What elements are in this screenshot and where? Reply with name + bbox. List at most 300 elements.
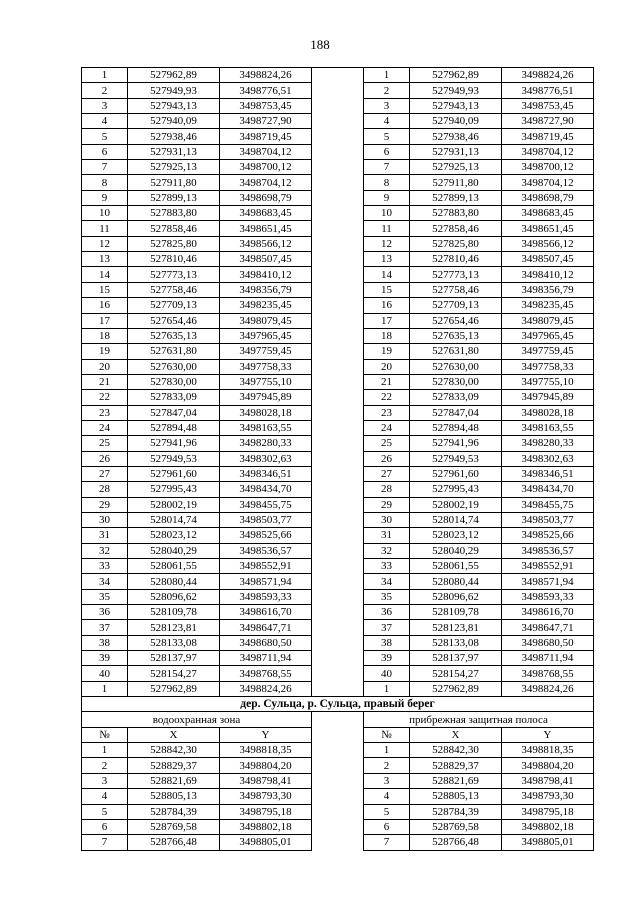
x-coordinate-cell: 527949,53 — [410, 451, 502, 466]
table-row — [82, 252, 594, 267]
x-coordinate-cell: 528821,69 — [128, 773, 220, 788]
table-row — [82, 298, 594, 313]
point-number-cell: 4 — [364, 114, 410, 129]
point-number-cell: 3 — [364, 98, 410, 113]
point-number-cell: 3 — [82, 98, 128, 113]
y-coordinate-cell: 3498793,30 — [502, 789, 594, 804]
y-coordinate-cell: 3498302,63 — [502, 451, 594, 466]
column-gap — [312, 589, 364, 604]
column-gap — [312, 605, 364, 620]
table-row — [82, 543, 594, 558]
x-coordinate-cell: 527899,13 — [128, 190, 220, 205]
table-row — [82, 743, 594, 758]
x-coordinate-cell: 527949,93 — [128, 83, 220, 98]
point-number-cell: 16 — [82, 298, 128, 313]
point-number-cell: 5 — [82, 129, 128, 144]
table-row — [82, 451, 594, 466]
y-coordinate-cell: 3498434,70 — [502, 482, 594, 497]
point-number-cell: 36 — [82, 605, 128, 620]
point-number-cell: 40 — [364, 666, 410, 681]
column-gap — [312, 804, 364, 819]
table-row — [82, 359, 594, 374]
x-coordinate-cell: 528769,58 — [410, 819, 502, 834]
x-coordinate-cell: 527631,80 — [128, 344, 220, 359]
column-gap — [312, 543, 364, 558]
column-gap — [312, 635, 364, 650]
point-number-cell: 7 — [364, 160, 410, 175]
number-header: № — [364, 727, 410, 742]
y-coordinate-cell: 3498079,45 — [220, 313, 312, 328]
point-number-cell: 24 — [82, 420, 128, 435]
column-gap — [312, 298, 364, 313]
table-row — [82, 482, 594, 497]
y-coordinate-cell: 3498753,45 — [220, 98, 312, 113]
point-number-cell: 17 — [82, 313, 128, 328]
point-number-cell: 21 — [364, 374, 410, 389]
column-gap — [312, 267, 364, 282]
point-number-cell: 7 — [82, 160, 128, 175]
x-coordinate-cell: 527758,46 — [410, 282, 502, 297]
point-number-cell: 15 — [82, 282, 128, 297]
point-number-cell: 29 — [364, 497, 410, 512]
y-coordinate-cell: 3498356,79 — [220, 282, 312, 297]
y-coordinate-cell: 3497945,89 — [502, 390, 594, 405]
x-coordinate-cell: 527949,53 — [128, 451, 220, 466]
table-row — [82, 190, 594, 205]
x-coordinate-cell: 527949,93 — [410, 83, 502, 98]
y-coordinate-cell: 3498455,75 — [502, 497, 594, 512]
point-number-cell: 14 — [82, 267, 128, 282]
table-row — [82, 589, 594, 604]
y-coordinate-cell: 3497758,33 — [502, 359, 594, 374]
x-coordinate-cell: 528154,27 — [128, 666, 220, 681]
x-coordinate-cell: 528154,27 — [410, 666, 502, 681]
point-number-cell: 32 — [364, 543, 410, 558]
x-coordinate-cell: 528040,29 — [410, 543, 502, 558]
y-coordinate-cell: 3498079,45 — [502, 313, 594, 328]
point-number-cell: 2 — [364, 758, 410, 773]
table-row — [82, 819, 594, 834]
point-number-cell: 9 — [364, 190, 410, 205]
column-gap — [312, 206, 364, 221]
y-coordinate-cell: 3498768,55 — [502, 666, 594, 681]
x-coordinate-cell: 527995,43 — [128, 482, 220, 497]
y-coordinate-cell: 3498704,12 — [502, 144, 594, 159]
column-gap — [312, 313, 364, 328]
y-coordinate-cell: 3498410,12 — [502, 267, 594, 282]
y-coordinate-cell: 3498647,71 — [502, 620, 594, 635]
point-number-cell: 1 — [82, 743, 128, 758]
y-coordinate-cell: 3498410,12 — [220, 267, 312, 282]
y-coordinate-cell: 3498571,94 — [502, 574, 594, 589]
column-gap — [312, 129, 364, 144]
x-coordinate-cell: 527925,13 — [410, 160, 502, 175]
point-number-cell: 39 — [364, 651, 410, 666]
x-coordinate-cell: 528805,13 — [410, 789, 502, 804]
point-number-cell: 5 — [364, 804, 410, 819]
point-number-cell: 28 — [364, 482, 410, 497]
x-coordinate-cell: 528002,19 — [128, 497, 220, 512]
column-gap — [312, 451, 364, 466]
y-coordinate-cell: 3498163,55 — [502, 420, 594, 435]
y-coordinate-cell: 3498793,30 — [220, 789, 312, 804]
column-gap — [312, 68, 364, 83]
y-coordinate-cell: 3498700,12 — [502, 160, 594, 175]
point-number-cell: 6 — [82, 819, 128, 834]
x-coordinate-cell: 527810,46 — [410, 252, 502, 267]
column-gap — [312, 144, 364, 159]
point-number-cell: 25 — [364, 436, 410, 451]
column-gap — [312, 282, 364, 297]
point-number-cell: 37 — [364, 620, 410, 635]
table-row — [82, 666, 594, 681]
point-number-cell: 7 — [82, 835, 128, 850]
y-coordinate-cell: 3498683,45 — [220, 206, 312, 221]
column-gap — [312, 160, 364, 175]
y-coordinate-cell: 3497755,10 — [502, 374, 594, 389]
x-coordinate-cell: 527931,13 — [128, 144, 220, 159]
table-row — [82, 267, 594, 282]
x-coordinate-cell: 527758,46 — [128, 282, 220, 297]
x-coordinate-cell: 528023,12 — [410, 528, 502, 543]
point-number-cell: 7 — [364, 835, 410, 850]
x-coordinate-cell: 528766,48 — [128, 835, 220, 850]
x-coordinate-cell: 528014,74 — [410, 512, 502, 527]
y-coordinate-cell: 3498727,90 — [502, 114, 594, 129]
point-number-cell: 11 — [364, 221, 410, 236]
table-row — [82, 160, 594, 175]
x-coordinate-cell: 527940,09 — [128, 114, 220, 129]
point-number-cell: 34 — [82, 574, 128, 589]
y-coordinate-cell: 3498346,51 — [502, 466, 594, 481]
y-coordinate-cell: 3498804,20 — [220, 758, 312, 773]
column-gap — [312, 98, 364, 113]
x-coordinate-cell: 528805,13 — [128, 789, 220, 804]
x-coordinate-cell: 527938,46 — [128, 129, 220, 144]
column-gap — [312, 420, 364, 435]
point-number-cell: 2 — [82, 83, 128, 98]
y-coordinate-cell: 3497965,45 — [220, 328, 312, 343]
x-coordinate-cell: 527962,89 — [410, 681, 502, 696]
table-row — [82, 175, 594, 190]
y-coordinate-cell: 3498593,33 — [220, 589, 312, 604]
x-header: X — [128, 727, 220, 742]
x-coordinate-cell: 527847,04 — [410, 405, 502, 420]
point-number-cell: 26 — [82, 451, 128, 466]
column-gap — [312, 743, 364, 758]
point-number-cell: 13 — [82, 252, 128, 267]
y-coordinate-cell: 3498698,79 — [220, 190, 312, 205]
column-gap — [312, 436, 364, 451]
x-coordinate-cell: 528821,69 — [410, 773, 502, 788]
x-coordinate-cell: 528123,81 — [128, 620, 220, 635]
column-gap — [312, 482, 364, 497]
point-number-cell: 40 — [82, 666, 128, 681]
point-number-cell: 2 — [82, 758, 128, 773]
y-coordinate-cell: 3498552,91 — [220, 559, 312, 574]
y-coordinate-cell: 3498235,45 — [220, 298, 312, 313]
column-gap — [312, 681, 364, 696]
y-coordinate-cell: 3498795,18 — [220, 804, 312, 819]
column-gap — [312, 374, 364, 389]
x-coordinate-cell: 528133,08 — [410, 635, 502, 650]
x-coordinate-cell: 527883,80 — [128, 206, 220, 221]
y-coordinate-cell: 3498235,45 — [502, 298, 594, 313]
y-coordinate-cell: 3498704,12 — [220, 175, 312, 190]
column-gap — [312, 559, 364, 574]
y-coordinate-cell: 3498824,26 — [502, 681, 594, 696]
point-number-cell: 28 — [82, 482, 128, 497]
point-number-cell: 1 — [82, 681, 128, 696]
y-coordinate-cell: 3498795,18 — [502, 804, 594, 819]
y-coordinate-cell: 3497759,45 — [220, 344, 312, 359]
table-row — [82, 758, 594, 773]
point-number-cell: 23 — [364, 405, 410, 420]
column-gap — [312, 390, 364, 405]
x-coordinate-cell: 528766,48 — [410, 835, 502, 850]
y-coordinate-cell: 3498651,45 — [502, 221, 594, 236]
x-coordinate-cell: 527830,00 — [410, 374, 502, 389]
x-coordinate-cell: 528061,55 — [128, 559, 220, 574]
x-coordinate-cell: 527941,96 — [128, 436, 220, 451]
point-number-cell: 36 — [364, 605, 410, 620]
y-coordinate-cell: 3498753,45 — [502, 98, 594, 113]
table-row — [82, 405, 594, 420]
y-coordinate-cell: 3498704,12 — [220, 144, 312, 159]
x-coordinate-cell: 527635,13 — [128, 328, 220, 343]
x-coordinate-cell: 527833,09 — [128, 390, 220, 405]
x-coordinate-cell: 528080,44 — [128, 574, 220, 589]
y-coordinate-cell: 3498536,57 — [220, 543, 312, 558]
y-coordinate-cell: 3498616,70 — [502, 605, 594, 620]
x-coordinate-cell: 527911,80 — [128, 175, 220, 190]
point-number-cell: 38 — [82, 635, 128, 650]
y-coordinate-cell: 3498525,66 — [502, 528, 594, 543]
x-coordinate-cell: 528137,97 — [128, 651, 220, 666]
point-number-cell: 15 — [364, 282, 410, 297]
point-number-cell: 22 — [364, 390, 410, 405]
y-coordinate-cell: 3498711,94 — [502, 651, 594, 666]
x-coordinate-cell: 527858,46 — [410, 221, 502, 236]
point-number-cell: 22 — [82, 390, 128, 405]
y-coordinate-cell: 3498768,55 — [220, 666, 312, 681]
x-coordinate-cell: 527773,13 — [410, 267, 502, 282]
y-coordinate-cell: 3498647,71 — [220, 620, 312, 635]
column-gap — [312, 236, 364, 251]
y-coordinate-cell: 3497758,33 — [220, 359, 312, 374]
point-number-cell: 12 — [82, 236, 128, 251]
x-coordinate-cell: 527773,13 — [128, 267, 220, 282]
point-number-cell: 14 — [364, 267, 410, 282]
point-number-cell: 6 — [364, 819, 410, 834]
x-coordinate-cell: 528061,55 — [410, 559, 502, 574]
x-coordinate-cell: 528784,39 — [410, 804, 502, 819]
y-coordinate-cell: 3498805,01 — [220, 835, 312, 850]
y-coordinate-cell: 3498680,50 — [502, 635, 594, 650]
x-coordinate-cell: 528109,78 — [410, 605, 502, 620]
table-row — [82, 635, 594, 650]
point-number-cell: 1 — [364, 681, 410, 696]
point-number-cell: 37 — [82, 620, 128, 635]
x-coordinate-cell: 528133,08 — [128, 635, 220, 650]
point-number-cell: 1 — [364, 68, 410, 83]
column-gap — [312, 620, 364, 635]
y-coordinate-cell: 3498683,45 — [502, 206, 594, 221]
table-row — [82, 98, 594, 113]
table-row — [82, 681, 594, 696]
column-gap — [312, 175, 364, 190]
table-row — [82, 420, 594, 435]
column-gap — [312, 712, 364, 727]
x-coordinate-cell: 527899,13 — [410, 190, 502, 205]
point-number-cell: 9 — [82, 190, 128, 205]
y-coordinate-cell: 3498455,75 — [220, 497, 312, 512]
point-number-cell: 3 — [82, 773, 128, 788]
table-row — [82, 574, 594, 589]
x-coordinate-cell: 528040,29 — [128, 543, 220, 558]
point-number-cell: 8 — [364, 175, 410, 190]
x-coordinate-cell: 528137,97 — [410, 651, 502, 666]
y-coordinate-cell: 3498818,35 — [220, 743, 312, 758]
point-number-cell: 4 — [82, 789, 128, 804]
y-header: Y — [220, 727, 312, 742]
x-coordinate-cell: 527961,60 — [128, 466, 220, 481]
table-row — [82, 344, 594, 359]
y-coordinate-cell: 3498798,41 — [502, 773, 594, 788]
x-coordinate-cell: 527995,43 — [410, 482, 502, 497]
x-coordinate-cell: 528842,30 — [410, 743, 502, 758]
x-coordinate-cell: 528769,58 — [128, 819, 220, 834]
x-coordinate-cell: 528829,37 — [128, 758, 220, 773]
y-coordinate-cell: 3498824,26 — [220, 68, 312, 83]
x-coordinate-cell: 527825,80 — [410, 236, 502, 251]
y-coordinate-cell: 3498356,79 — [502, 282, 594, 297]
point-number-cell: 34 — [364, 574, 410, 589]
point-number-cell: 4 — [82, 114, 128, 129]
column-gap — [312, 328, 364, 343]
point-number-cell: 19 — [82, 344, 128, 359]
y-coordinate-cell: 3497965,45 — [502, 328, 594, 343]
table-row — [82, 835, 594, 850]
point-number-cell: 33 — [364, 559, 410, 574]
column-gap — [312, 528, 364, 543]
point-number-cell: 12 — [364, 236, 410, 251]
column-gap — [312, 666, 364, 681]
y-coordinate-cell: 3498802,18 — [220, 819, 312, 834]
y-coordinate-cell: 3498698,79 — [502, 190, 594, 205]
y-coordinate-cell: 3498163,55 — [220, 420, 312, 435]
table-row — [82, 374, 594, 389]
point-number-cell: 24 — [364, 420, 410, 435]
y-coordinate-cell: 3498571,94 — [220, 574, 312, 589]
column-gap — [312, 789, 364, 804]
section-title-row — [82, 697, 594, 712]
x-coordinate-cell: 527709,13 — [128, 298, 220, 313]
column-gap — [312, 819, 364, 834]
x-coordinate-cell: 528096,62 — [128, 589, 220, 604]
y-coordinate-cell: 3498616,70 — [220, 605, 312, 620]
x-coordinate-cell: 528842,30 — [128, 743, 220, 758]
x-coordinate-cell: 527943,13 — [128, 98, 220, 113]
x-coordinate-cell: 527635,13 — [410, 328, 502, 343]
point-number-cell: 26 — [364, 451, 410, 466]
y-coordinate-cell: 3498802,18 — [502, 819, 594, 834]
point-number-cell: 2 — [364, 83, 410, 98]
table-row — [82, 620, 594, 635]
point-number-cell: 32 — [82, 543, 128, 558]
table-row — [82, 497, 594, 512]
y-coordinate-cell: 3498593,33 — [502, 589, 594, 604]
point-number-cell: 11 — [82, 221, 128, 236]
y-header: Y — [502, 727, 594, 742]
x-coordinate-cell: 528023,12 — [128, 528, 220, 543]
y-coordinate-cell: 3498507,45 — [220, 252, 312, 267]
point-number-cell: 23 — [82, 405, 128, 420]
page-number: 188 — [310, 37, 330, 52]
table-row — [82, 236, 594, 251]
y-coordinate-cell: 3498302,63 — [220, 451, 312, 466]
y-coordinate-cell: 3498566,12 — [502, 236, 594, 251]
header-row — [82, 727, 594, 742]
point-number-cell: 18 — [364, 328, 410, 343]
column-gap — [312, 773, 364, 788]
y-coordinate-cell: 3498503,77 — [220, 512, 312, 527]
x-coordinate-cell: 527925,13 — [128, 160, 220, 175]
column-gap — [312, 758, 364, 773]
x-coordinate-cell: 527858,46 — [128, 221, 220, 236]
point-number-cell: 30 — [82, 512, 128, 527]
table-row — [82, 512, 594, 527]
y-coordinate-cell: 3497755,10 — [220, 374, 312, 389]
column-gap — [312, 466, 364, 481]
x-coordinate-cell: 527911,80 — [410, 175, 502, 190]
y-coordinate-cell: 3497759,45 — [502, 344, 594, 359]
point-number-cell: 8 — [82, 175, 128, 190]
table-row — [82, 559, 594, 574]
y-coordinate-cell: 3498434,70 — [220, 482, 312, 497]
table-row — [82, 83, 594, 98]
y-coordinate-cell: 3498566,12 — [220, 236, 312, 251]
column-gap — [312, 190, 364, 205]
y-coordinate-cell: 3498798,41 — [220, 773, 312, 788]
point-number-cell: 27 — [82, 466, 128, 481]
x-coordinate-cell: 527847,04 — [128, 405, 220, 420]
table-row — [82, 773, 594, 788]
section-title: дер. Сульца, р. Сульца, правый берег — [82, 697, 594, 712]
y-coordinate-cell: 3498280,33 — [502, 436, 594, 451]
table-row — [82, 390, 594, 405]
point-number-cell: 5 — [364, 129, 410, 144]
table-row — [82, 804, 594, 819]
x-coordinate-cell: 528002,19 — [410, 497, 502, 512]
y-coordinate-cell: 3498507,45 — [502, 252, 594, 267]
x-coordinate-cell: 527830,00 — [128, 374, 220, 389]
table-row — [82, 313, 594, 328]
y-coordinate-cell: 3498503,77 — [502, 512, 594, 527]
y-coordinate-cell: 3498651,45 — [220, 221, 312, 236]
column-gap — [312, 114, 364, 129]
x-coordinate-cell: 527630,00 — [410, 359, 502, 374]
table-row — [82, 68, 594, 83]
y-coordinate-cell: 3498552,91 — [502, 559, 594, 574]
x-coordinate-cell: 527810,46 — [128, 252, 220, 267]
point-number-cell: 29 — [82, 497, 128, 512]
coordinates-table — [81, 67, 594, 851]
table-row — [82, 651, 594, 666]
x-coordinate-cell: 528080,44 — [410, 574, 502, 589]
point-number-cell: 38 — [364, 635, 410, 650]
y-coordinate-cell: 3498525,66 — [220, 528, 312, 543]
